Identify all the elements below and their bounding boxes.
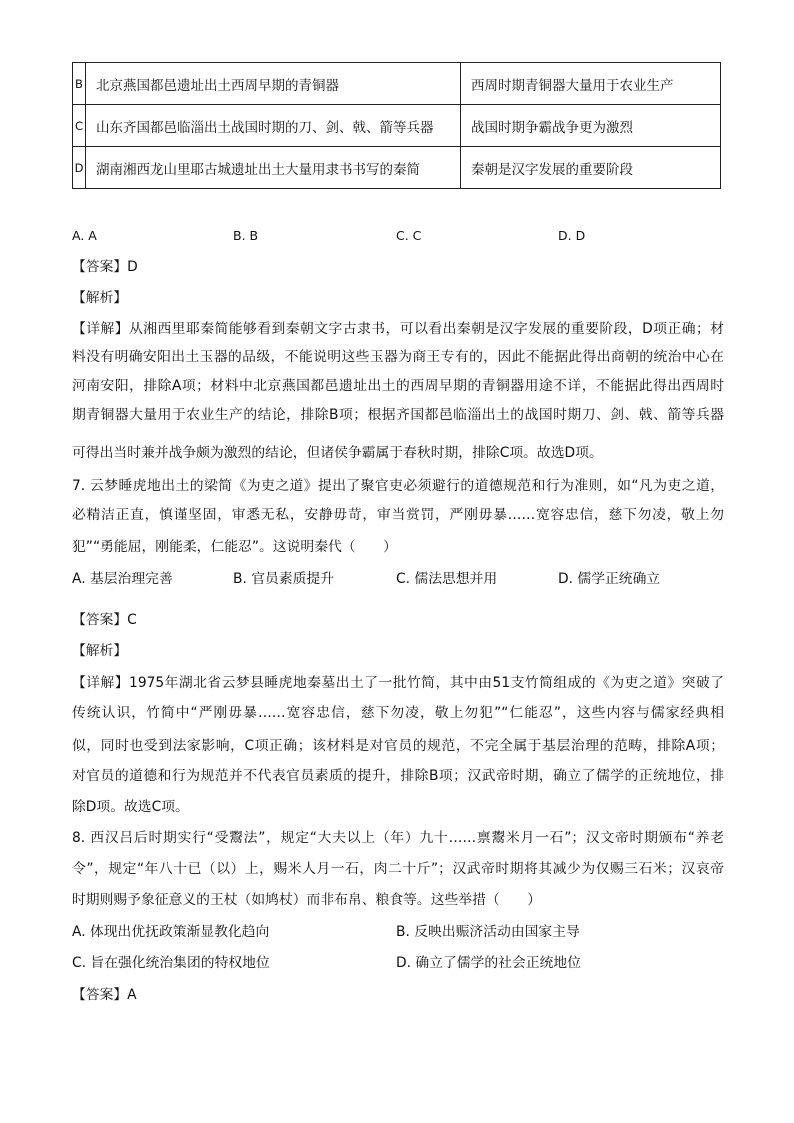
q8-options-row2	[72, 953, 724, 973]
q6-option-c[interactable]: C. C	[396, 228, 422, 243]
q8-stem-line: 令”，规定“年八十已（以）上，赐米人月一石，肉二十斤”；汉武帝时期将其减少为仅赐三石米；汉哀帝	[72, 861, 724, 877]
q6-option-d[interactable]: D. D	[558, 228, 586, 243]
table-row	[73, 105, 721, 147]
row-conclusion: 西周时期青铜器大量用于农业生产	[461, 63, 721, 105]
q7-stem-line: 7. 云梦睡虎地出土的梁简《为吏之道》提出了聚官吏必须避行的道德规范和行为准则，如“凡为吏之道，	[72, 478, 724, 494]
row-evidence: 北京燕国都邑遗址出土西周早期的青铜器	[86, 63, 461, 105]
row-letter: D	[73, 147, 86, 189]
q7-detail-line: 传统认识，竹简中“严刚毋暴……宽容忠信，慈下勿凌，敬上勿犯”“仁能忍”，这些内容与儒家经典相	[72, 705, 724, 721]
q6-analysis-label: 【解析】	[72, 290, 128, 306]
q8-answer: 【答案】A	[72, 987, 137, 1003]
row-evidence: 湖南湘西龙山里耶古城遗址出土大量用隶书书写的秦简	[86, 147, 461, 189]
q7-stem-line: 犯”“勇能屈，刚能柔，仁能忍”。这说明秦代（ ）	[72, 539, 397, 555]
q6-option-b[interactable]: B. B	[233, 228, 259, 243]
q7-option-c[interactable]: C. 儒法思想并用	[396, 571, 498, 587]
q7-analysis-label: 【解析】	[72, 643, 128, 659]
q6-options	[72, 226, 724, 246]
q8-stem-line: 8. 西汉吕后时期实行“受鬻法”，规定“大夫以上（年）九十……禀鬻米月一石”；汉文帝时期颁布“养老	[72, 830, 724, 846]
q7-options	[72, 569, 724, 589]
q7-option-a[interactable]: A. 基层治理完善	[72, 571, 173, 587]
row-evidence: 山东齐国都邑临淄出土战国时期的刀、剑、戟、箭等兵器	[86, 105, 461, 147]
q7-detail-line: 【详解】1975年湖北省云梦县睡虎地秦墓出土了一批竹简，其中由51支竹简组成的《为吏之道》突破了	[72, 675, 724, 691]
q8-stem-line: 时期则赐予象征意义的王杖（如鸠杖）而非布帛、粮食等。这些举措（ ）	[72, 892, 542, 908]
q7-detail-line: 对官员的道德和行为规范并不代表官员素质的提升，排除B项；汉武帝时期，确立了儒学的正统地位，排	[72, 768, 724, 784]
q7-stem-line: 必精洁正直，慎谨坚固，审悉无私，安静毋苛，审当赏罚，严刚毋暴……宽容忠信，慈下勿凌，敬上勿	[72, 507, 724, 523]
q7-detail-line: 除D项。故选C项。	[72, 799, 189, 815]
q7-answer: 【答案】C	[72, 612, 137, 628]
q7-detail-line: 似，同时也受到法家影响，C项正确；该材料是对官员的规范，不完全属于基层治理的范畴，排除A项；	[72, 738, 724, 754]
q6-detail-line: 【详解】从湘西里耶秦简能够看到秦朝文字古隶书，可以看出秦朝是汉字发展的重要阶段，D项正确；材	[72, 321, 724, 337]
q7-option-b[interactable]: B. 官员素质提升	[233, 571, 335, 587]
q8-option-d[interactable]: D. 确立了儒学的社会正统地位	[396, 955, 581, 971]
q7-option-d[interactable]: D. 儒学正统确立	[558, 571, 661, 587]
q6-detail-line: 可得出当时兼并战争颇为激烈的结论，但诸侯争霸属于春秋时期，排除C项。故选D项。	[72, 445, 603, 461]
q6-detail-line: 料没有明确安阳出土玉器的品级，不能说明这些玉器为商王专有的，因此不能据此得出商朝的统治中心在	[72, 349, 724, 365]
q8-option-c[interactable]: C. 旨在强化统治集团的特权地位	[72, 955, 270, 971]
row-conclusion: 秦朝是汉字发展的重要阶段	[461, 147, 721, 189]
row-letter: C	[73, 105, 86, 147]
table-row	[73, 147, 721, 189]
q6-detail-line: 河南安阳，排除A项；材料中北京燕国都邑遗址出土的西周早期的青铜器用途不详，不能据此得出西周时	[72, 378, 724, 394]
q8-option-a[interactable]: A. 体现出优抚政策渐显教化趋向	[72, 924, 270, 940]
q6-answer: 【答案】D	[72, 259, 138, 275]
q8-option-b[interactable]: B. 反映出赈济活动由国家主导	[396, 924, 580, 940]
table-row	[73, 63, 721, 105]
q8-options-row1	[72, 922, 724, 942]
row-conclusion: 战国时期争霸战争更为激烈	[461, 105, 721, 147]
options-table	[72, 62, 721, 189]
q6-detail-line: 期青铜器大量用于农业生产的结论，排除B项；根据齐国都邑临淄出土的战国时期刀、剑、戟、箭等兵器	[72, 407, 724, 423]
q6-option-a[interactable]: A. A	[72, 228, 97, 243]
row-letter: B	[73, 63, 86, 105]
